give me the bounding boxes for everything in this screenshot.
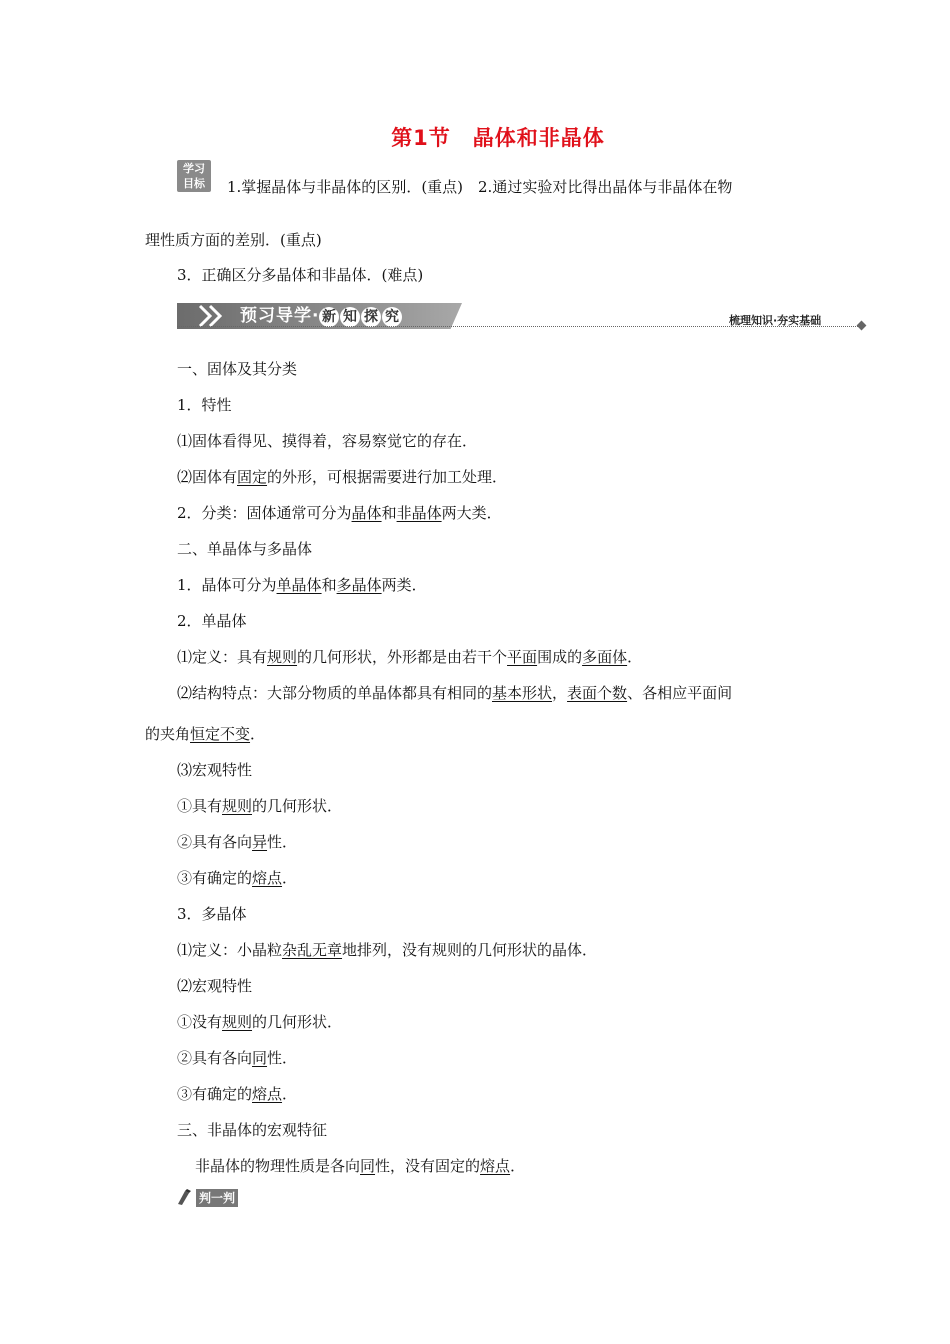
text-run: 1．特性 [177,396,232,414]
underlined-term: 规则 [222,1013,253,1031]
underlined-term: 多晶体 [336,576,382,594]
line-l13 [177,796,342,816]
goal-line-1: 1.掌握晶体与非晶体的区别．(重点) 2.通过实验对比得出晶体与非晶体在物 [227,178,733,196]
line-l18 [177,976,252,996]
text-run: ②具有各向 [177,1049,253,1067]
text-run: 两大类． [441,504,502,522]
underlined-term: 熔点 [480,1157,511,1175]
banner-circle-4: 究 [382,307,402,327]
underlined-term: 单晶体 [276,576,322,594]
underlined-term: 非晶体 [396,504,442,522]
text-run: ①没有 [177,1013,223,1031]
diamond-icon [857,321,867,331]
text-run: ③有确定的 [177,869,253,887]
line-l5 [177,503,502,523]
text-run: 一、固体及其分类 [177,360,298,378]
banner-circle-1: 新 [319,307,339,327]
text-run: 性． [267,1049,298,1067]
underlined-term: 恒定不变 [190,725,251,743]
underlined-term: 规则 [267,648,298,666]
section-banner-label [240,305,403,327]
text-run: ①具有 [177,797,223,815]
goal-line-3: 3．正确区分多晶体和非晶体．(难点) [177,266,424,284]
line-l6 [177,539,312,559]
underlined-term: 晶体 [351,504,382,522]
page-title: 第1节 晶体和非晶体 [391,126,605,150]
banner-circle-2: 知 [340,307,360,327]
text-run: ⑵结构特点：大部分物质的单晶体都具有相同的 [177,684,493,702]
text-run: ， [552,684,568,702]
text-run: ． [510,1157,526,1175]
underlined-term: 表面个数 [567,684,628,702]
goal-line-2: 理性质方面的差别．(重点) [145,231,322,249]
underlined-term: 同 [252,1049,268,1067]
learning-goal-badge [177,160,211,192]
line-l21 [177,1084,297,1104]
underlined-term: 熔点 [252,1085,283,1103]
text-run: 和 [321,576,337,594]
text-run: ⑴定义：小晶粒 [177,941,283,959]
text-run: 三、非晶体的宏观特征 [177,1121,328,1139]
text-run: ⑵宏观特性 [177,977,253,995]
badge-line-1: 学习 [183,162,205,175]
text-run: 的外形，可根据需要进行加工处理． [267,468,508,486]
text-run: 2．单晶体 [177,612,247,630]
text-run: ⑵固体有 [177,468,238,486]
underlined-term: 异 [252,833,268,851]
text-run: 的几何形状． [252,1013,343,1031]
text-run: 二、单晶体与多晶体 [177,540,313,558]
badge-line-2: 目标 [183,177,205,190]
text-run: 地排列，没有规则的几何形状的晶体． [342,941,598,959]
text-run: 性． [267,833,298,851]
line-l15 [177,868,297,888]
text-run: 、各相应平面间 [627,684,733,702]
line-l8 [177,611,247,631]
banner-main-text: 预习导学· [240,306,320,326]
underlined-term: 多面体 [582,648,628,666]
line-l2 [177,395,232,415]
underlined-term: 同 [360,1157,376,1175]
text-run: ②具有各向 [177,833,253,851]
line-l4 [177,467,507,487]
line-l23 [195,1156,525,1176]
underlined-term: 平面 [507,648,538,666]
line-l17 [177,940,597,960]
banner-circle-3: 探 [361,307,381,327]
underlined-term: 规则 [222,797,253,815]
text-run: ． [250,725,266,743]
text-run: ． [282,869,298,887]
line-l12 [177,760,252,780]
text-run: ． [282,1085,298,1103]
line-l22 [177,1120,327,1140]
text-run: ⑴定义：具有 [177,648,268,666]
underlined-term: 熔点 [252,869,283,887]
text-run: ⑴固体看得见、摸得着，容易察觉它的存在． [177,432,478,450]
line-l3 [177,431,477,451]
line-l16 [177,904,247,924]
underlined-term: 基本形状 [492,684,553,702]
text-run: 1．晶体可分为 [177,576,277,594]
line-l20 [177,1048,297,1068]
text-run: 围成的 [537,648,583,666]
text-run: 2．分类：固体通常可分为 [177,504,352,522]
text-run: 和 [381,504,397,522]
line-l1 [177,359,297,379]
text-run: 的夹角 [145,725,191,743]
line-l14 [177,832,297,852]
line-l19 [177,1012,342,1032]
text-run: 两类． [381,576,427,594]
text-run: 非晶体的物理性质是各向 [195,1157,361,1175]
text-run: 性，没有固定的 [375,1157,481,1175]
text-run: ③有确定的 [177,1085,253,1103]
text-run: 3．多晶体 [177,905,247,923]
line-l11 [145,724,265,744]
line-l9 [177,647,642,667]
text-run: ⑶宏观特性 [177,761,253,779]
line-l10 [177,683,732,703]
text-run: ． [627,648,643,666]
underlined-term: 固定 [237,468,268,486]
underlined-term: 杂乱无章 [282,941,343,959]
line-l7 [177,575,427,595]
text-run: 的几何形状． [252,797,343,815]
judge-label: 判一判 [196,1189,238,1207]
section-banner-subtitle: 梳理知识·夯实基础 [729,314,822,327]
text-run: 的几何形状，外形都是由若干个 [297,648,508,666]
pen-icon [176,1188,194,1206]
